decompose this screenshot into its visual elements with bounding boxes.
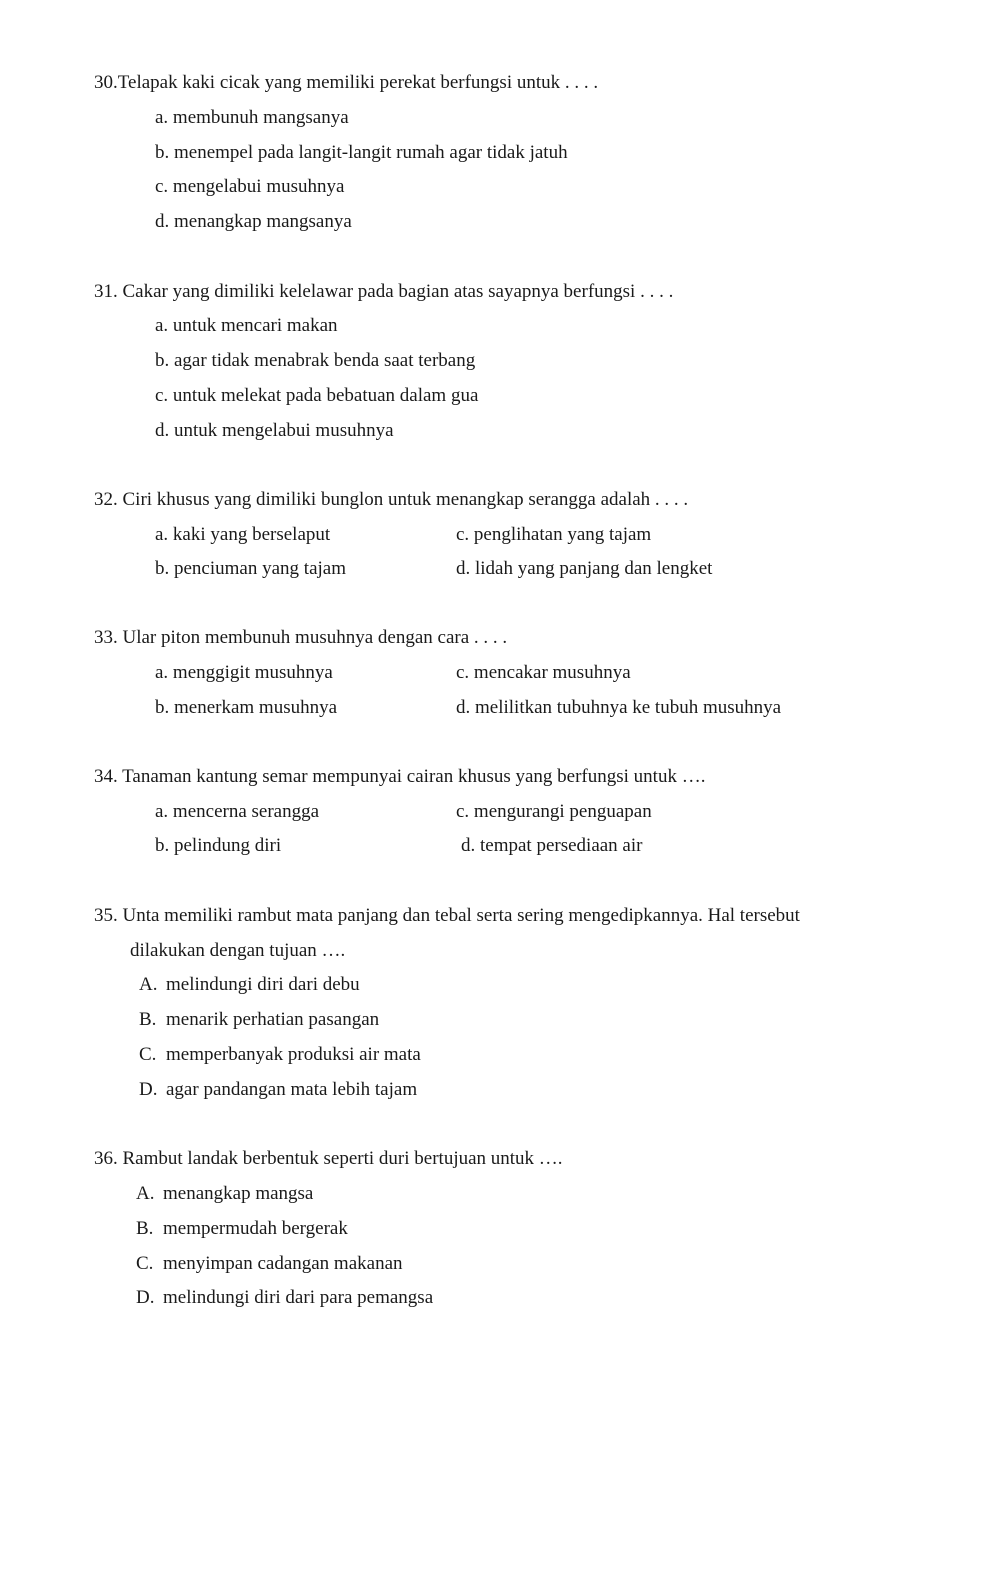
question-36-option-a (136, 1182, 313, 1206)
question-30-stem: 30.Telapak kaki cicak yang memiliki perekat berfungsi untuk . . . . (94, 72, 599, 93)
option-text: menarik perhatian pasangan (166, 1009, 380, 1030)
question-32-option-b: b. penciuman yang tajam (155, 558, 346, 579)
question-30-option-c: c. mengelabui musuhnya (155, 176, 345, 197)
question-34-option-a: a. mencerna serangga (155, 801, 320, 822)
question-35-stem: 35. Unta memiliki rambut mata panjang dan tebal serta sering mengedipkannya. Hal tersebut (94, 905, 800, 926)
option-letter: D. (136, 1287, 155, 1308)
question-35-option-b (139, 1008, 379, 1032)
option-text: menangkap mangsa (163, 1183, 314, 1204)
question-31-option-d: d. untuk mengelabui musuhnya (155, 420, 394, 441)
question-30-option-b: b. menempel pada langit-langit rumah agar tidak jatuh (155, 142, 568, 163)
question-34-option-b: b. pelindung diri (155, 835, 282, 856)
question-33-stem: 33. Ular piton membunuh musuhnya dengan cara . . . . (94, 627, 508, 648)
question-36-option-d (136, 1286, 433, 1310)
option-text: melindungi diri dari debu (166, 974, 360, 995)
question-32-option-c: c. penglihatan yang tajam (456, 524, 652, 545)
option-text: mempermudah bergerak (163, 1218, 348, 1239)
question-36-stem: 36. Rambut landak berbentuk seperti duri bertujuan untuk …. (94, 1148, 563, 1169)
question-33-option-c: c. mencakar musuhnya (456, 662, 631, 683)
option-text: menyimpan cadangan makanan (163, 1253, 403, 1274)
option-text: memperbanyak produksi air mata (166, 1044, 421, 1065)
question-32-option-a: a. kaki yang berselaput (155, 524, 331, 545)
question-33-option-a: a. menggigit musuhnya (155, 662, 333, 683)
question-30-option-d: d. menangkap mangsanya (155, 211, 352, 232)
option-text: agar pandangan mata lebih tajam (166, 1079, 418, 1100)
option-letter: A. (139, 974, 158, 995)
question-31-option-b: b. agar tidak menabrak benda saat terbang (155, 350, 476, 371)
option-text: melindungi diri dari para pemangsa (163, 1287, 434, 1308)
question-35-option-a (139, 973, 360, 997)
question-30-option-a: a. membunuh mangsanya (155, 107, 349, 128)
question-36-option-c (136, 1252, 403, 1276)
question-32-option-d: d. lidah yang panjang dan lengket (456, 558, 713, 579)
option-letter: A. (136, 1183, 155, 1204)
option-letter: D. (139, 1079, 158, 1100)
question-35-option-c (139, 1043, 421, 1067)
question-31-option-c: c. untuk melekat pada bebatuan dalam gua (155, 385, 479, 406)
option-letter: C. (136, 1253, 154, 1274)
question-33-option-b: b. menerkam musuhnya (155, 697, 338, 718)
question-31-option-a: a. untuk mencari makan (155, 315, 338, 336)
option-letter: C. (139, 1044, 157, 1065)
question-33-option-d: d. melilitkan tubuhnya ke tubuh musuhnya (456, 697, 782, 718)
question-36-option-b (136, 1217, 348, 1241)
option-letter: B. (136, 1218, 154, 1239)
question-34-option-d: d. tempat persediaan air (461, 835, 643, 856)
question-31-stem: 31. Cakar yang dimiliki kelelawar pada bagian atas sayapnya berfungsi . . . . (94, 281, 674, 302)
question-35-option-d (139, 1078, 417, 1102)
option-letter: B. (139, 1009, 157, 1030)
question-35-stem-continued: dilakukan dengan tujuan …. (130, 940, 346, 961)
question-34-option-c: c. mengurangi penguapan (456, 801, 652, 822)
question-34-stem: 34. Tanaman kantung semar mempunyai cairan khusus yang berfungsi untuk …. (94, 766, 706, 787)
question-32-stem: 32. Ciri khusus yang dimiliki bunglon untuk menangkap serangga adalah . . . . (94, 489, 689, 510)
